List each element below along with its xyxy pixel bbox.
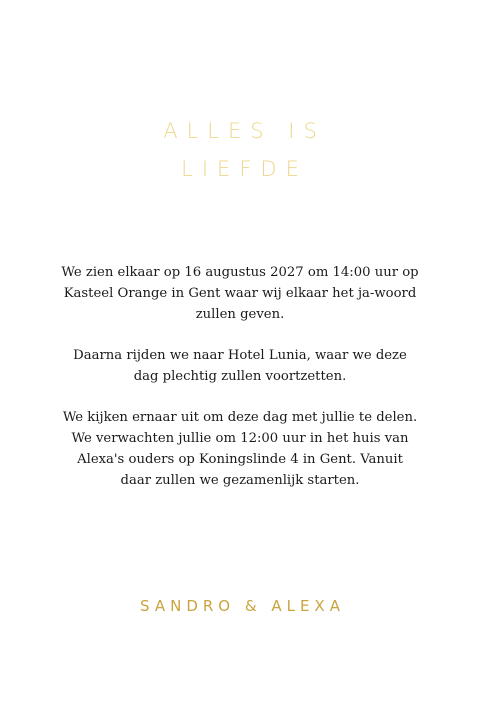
paragraph-ceremony: We zien elkaar op 16 augustus 2027 om 14:00 uur op Kasteel Orange in Gent waar wij elkaar het ja-woord zullen geven.: [61, 265, 419, 322]
paragraph-reception: Daarna rijden we naar Hotel Lunia, waar we deze dag plechtig zullen voortzetten.: [73, 348, 407, 384]
couple-signature: [0, 597, 480, 615]
invitation-text: [60, 262, 420, 491]
card-title-line-2: LIEFDE: [181, 157, 308, 181]
couple-names: SANDRO & ALEXA: [140, 597, 345, 615]
card-title: [0, 112, 480, 188]
paragraph-meeting-point: We kijken ernaar uit om deze dag met jullie te delen. We verwachten jullie om 12:00 uur in het huis van Alexa's ouders op Koningslinde 4 in Gent. Vanuit daar zullen we gezamenlijk starten.: [62, 410, 418, 488]
card-title-line-1: ALLES IS: [163, 119, 326, 143]
